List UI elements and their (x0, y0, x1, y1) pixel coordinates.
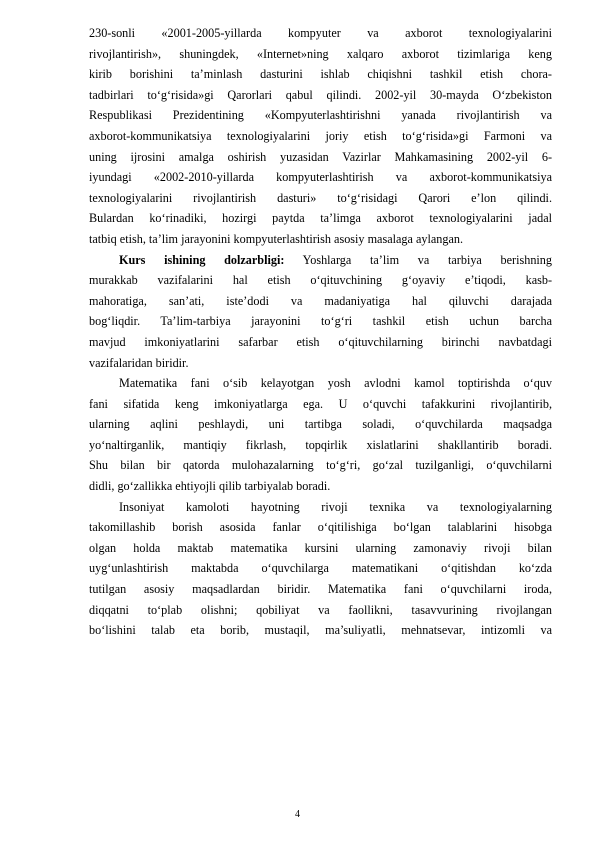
text-line: yo‘naltirganlik, mantiqiy fikrlash, topqirlik xislatlarini shakllantirib boradi. (89, 437, 552, 452)
text-line: Insoniyat kamoloti hayotning rivoji texnika va texnologiyalarning (119, 499, 552, 514)
body-text (89, 23, 552, 641)
text-line: Shu bilan bir qatorda mulohazalarning to‘g‘ri, go‘zal tuzilganligi, o‘quvchilarni (89, 458, 552, 473)
text-line: olgan holda maktab matematika kursini ularning zamonaviy rivoji bilan (89, 540, 552, 555)
text-line: takomillashib borish asosida fanlar o‘qitilishiga bo‘lgan talablarini hisobga (89, 520, 552, 535)
text-line: tatbiq etish, ta’lim jarayonini kompyuterlashtirish asosiy masalaga aylangan. (89, 231, 463, 246)
text-line: Respublikasi Prezidentining «Kompyuterlashtirishni yanada rivojlantirish va (89, 108, 552, 123)
section-heading: Kurs ishining dolzarbligi: (119, 252, 285, 267)
text-line: ularning aqlini peshlaydi, uni tartibga soladi, o‘quvchilarda maqsadga (89, 417, 552, 432)
paragraph-2 (89, 250, 552, 374)
text-line (89, 250, 552, 271)
text-line: axborot-kommunikatsiya texnologiyalarini joriy etish to‘g‘risida»gi Farmoni va (89, 128, 552, 143)
text-line: uning ijrosini amalga oshirish yuzasidan Vazirlar Mahkamasining 2002-yil 6- (89, 149, 552, 164)
text-line: tutilgan asosiy maqsadlardan biridir. Matematika fani o‘quvchilarni iroda, (89, 582, 552, 597)
text-line: Bulardan ko‘rinadiki, hozirgi paytda ta’limga axborot texnologiyalarini jadal (89, 211, 552, 226)
text-line: murakkab vazifalarini hal etish o‘qituvchining g‘oyaviy e’tiqodi, kasb- (89, 273, 552, 288)
paragraph-4 (89, 497, 552, 641)
text-line: tadbirlari to‘g‘risida»gi Qarorlari qabul qilindi. 2002-yil 30-mayda O‘zbekiston (89, 87, 552, 102)
text-line: 230-sonli «2001-2005-yillarda kompyuter va axborot texnologiyalarini (89, 26, 552, 40)
text-line: uyg‘unlashtirish maktabda o‘quvchilarga matematikani o‘qitishdan ko‘zda (89, 561, 552, 576)
text-line: fani sifatida keng imkoniyatlarga ega. U o‘quvchi tafakkurini rivojlantirib, (89, 396, 552, 411)
text-run: Yoshlarga ta’lim va tarbiya berishning (302, 252, 552, 267)
text-line: kirib borishini ta’minlash dasturini ishlab chiqishni tashkil etish chora- (89, 67, 552, 82)
text-line: mavjud imkoniyatlarini safarbar etish o‘qituvchilarning birinchi navbatdagi (89, 334, 552, 349)
text-line: bo‘lishini talab eta borib, mustaqil, ma’suliyatli, mehnatsevar, intizomli va (89, 623, 552, 638)
text-line: bog‘liqdir. Ta’lim-tarbiya jarayonini to‘g‘ri tashkil etish uchun barcha (89, 314, 552, 329)
paragraph-1 (89, 23, 552, 250)
text-line: diqqatni to‘plab olishni; qobiliyat va faollikni, tasavvurining rivojlangan (89, 602, 552, 617)
page-number: 4 (295, 809, 300, 820)
text-line: texnologiyalarini rivojlantirish dasturi» to‘g‘risidagi Qarori e’lon qilindi. (89, 190, 552, 205)
paragraph-3 (89, 373, 552, 497)
text-line: rivojlantirish», shuningdek, «Internet»ning xalqaro axborot tizimlariga keng (89, 46, 552, 61)
text-line: mahoratiga, san’ati, iste’dodi va madaniyatiga hal qiluvchi darajada (89, 293, 552, 308)
text-line: Matematika fani o‘sib kelayotgan yosh avlodni kamol toptirishda o‘quv (119, 376, 552, 391)
text-line: didli, go‘zallikka ehtiyojli qilib tarbiyalab boradi. (89, 479, 331, 494)
text-line: vazifalaridan biridir. (89, 355, 189, 370)
text-line: iyundagi «2002-2010-yillarda kompyuterlashtirish va axborot-kommunikatsiya (89, 170, 552, 185)
